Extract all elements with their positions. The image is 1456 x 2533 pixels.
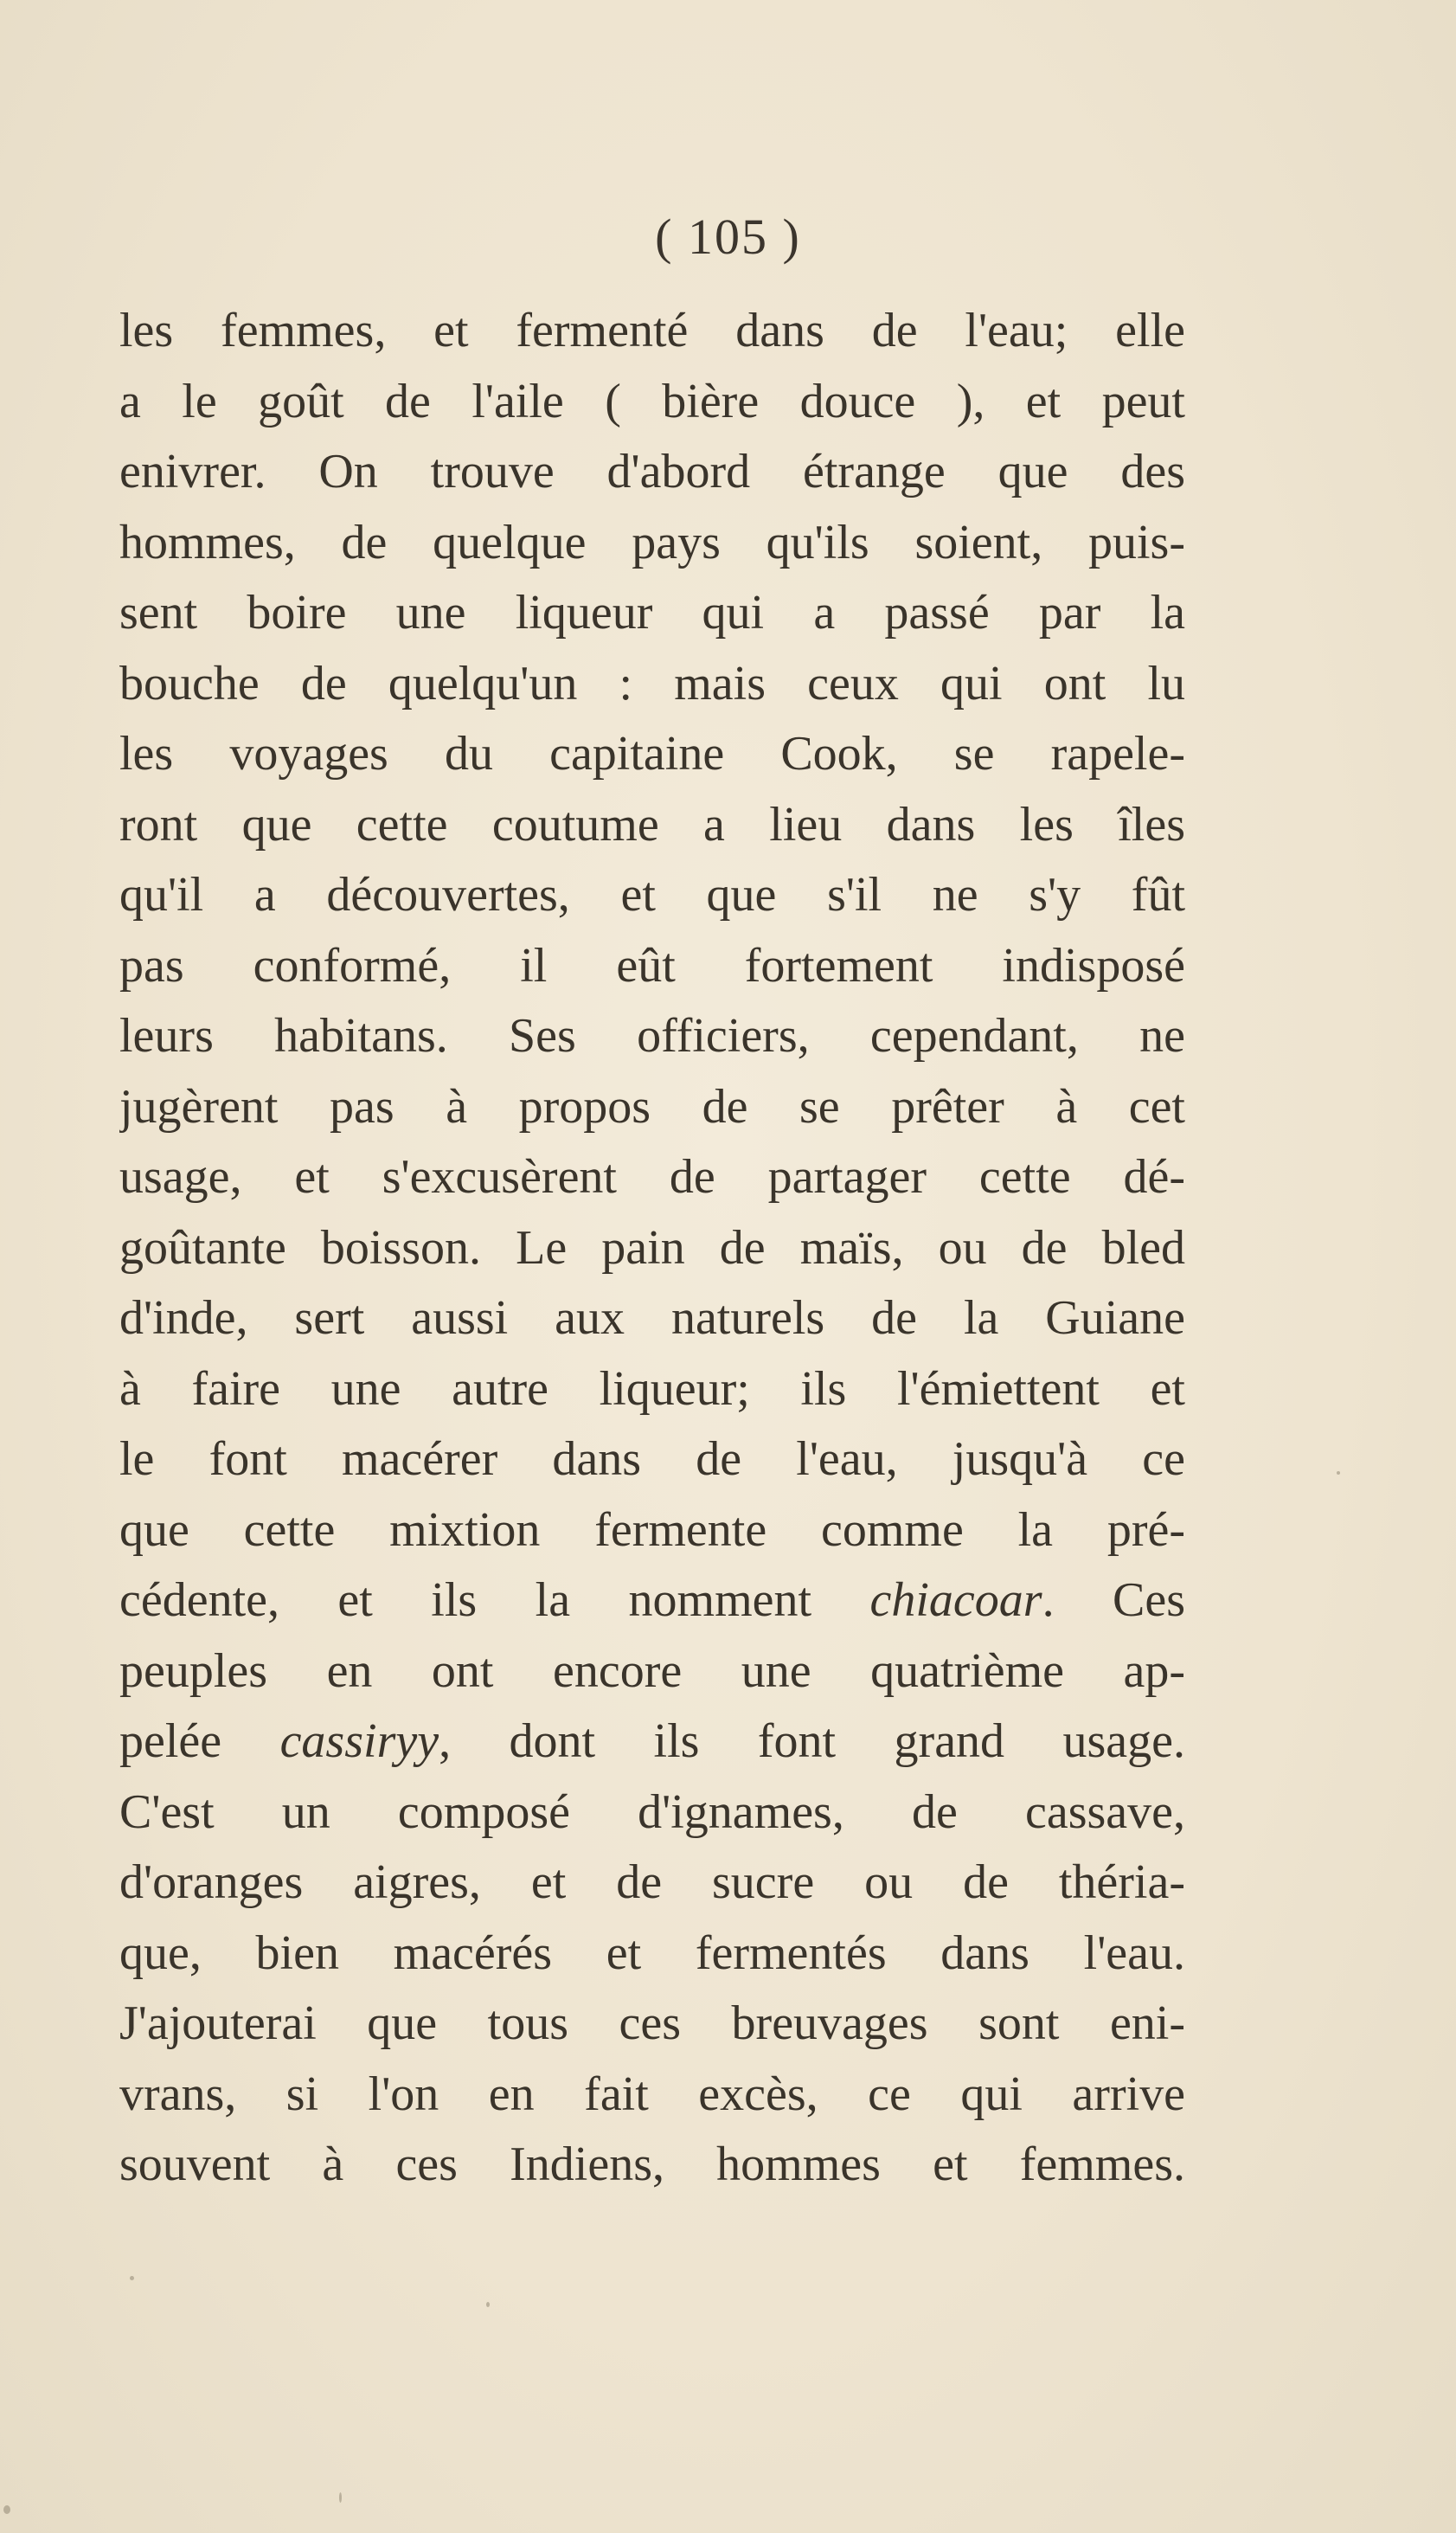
- text-line: sent boire une liqueur qui a passé par la: [119, 586, 1185, 640]
- text-line: goûtante boisson. Le pain de maïs, ou de bled: [119, 1220, 1185, 1275]
- text-line: jugèrent pas à propos de se prêter à cet: [119, 1079, 1185, 1134]
- text-line: d'inde, sert aussi aux naturels de la Guiane: [119, 1291, 1185, 1345]
- paper-speck: [1337, 1471, 1340, 1475]
- text-line: qu'il a découvertes, et que s'il ne s'y fût: [119, 868, 1185, 922]
- text-line: peuples en ont encore une quatrième ap-: [119, 1643, 1185, 1698]
- text-line: pelée cassiryy, dont ils font grand usage.: [119, 1714, 1185, 1768]
- text-line: usage, et s'excusèrent de partager cette dé-: [119, 1150, 1185, 1204]
- paper-speck: [3, 2505, 10, 2514]
- text-line: ront que cette coutume a lieu dans les îles: [119, 797, 1185, 852]
- italic-term: cassiryy: [279, 1714, 439, 1768]
- body-text: [119, 296, 1185, 2201]
- text-line: que, bien macérés et fermentés dans l'eau.: [119, 1925, 1185, 1980]
- text-line: que cette mixtion fermente comme la pré-: [119, 1502, 1185, 1557]
- text-line: enivrer. On trouve d'abord étrange que des: [119, 445, 1185, 498]
- text-line: bouche de quelqu'un : mais ceux qui ont lu: [119, 656, 1185, 710]
- text-line: vrans, si l'on en fait excès, ce qui arrive: [119, 2067, 1185, 2121]
- paper-speck: [130, 2276, 134, 2280]
- text-line: C'est un composé d'ignames, de cassave,: [119, 1784, 1185, 1839]
- italic-term: chiacoar: [869, 1573, 1042, 1627]
- text-line: les femmes, et fermenté dans de l'eau; elle: [119, 304, 1185, 357]
- text-line: leurs habitans. Ses officiers, cependant, ne: [119, 1009, 1185, 1063]
- text-line: à faire une autre liqueur; ils l'émiettent et: [119, 1361, 1185, 1416]
- text-line: J'ajouterai que tous ces breuvages sont eni-: [119, 1996, 1185, 2050]
- text-line: les voyages du capitaine Cook, se rapele-: [119, 727, 1185, 781]
- page-number: ( 105 ): [655, 209, 801, 265]
- text-line: pas conformé, il eût fortement indisposé: [119, 938, 1185, 993]
- paper-speck: [339, 2492, 342, 2503]
- text-line: a le goût de l'aile ( bière douce ), et peut: [119, 374, 1185, 428]
- text-line: hommes, de quelque pays qu'ils soient, puis-: [119, 515, 1185, 569]
- paper-speck: [486, 2302, 490, 2307]
- text-line: cédente, et ils la nomment chiacoar. Ces: [119, 1573, 1185, 1627]
- text-line: le font macérer dans de l'eau, jusqu'à ce: [119, 1432, 1185, 1486]
- text-line: d'oranges aigres, et de sucre ou de théria-: [119, 1855, 1185, 1909]
- text-line: souvent à ces Indiens, hommes et femmes.: [119, 2138, 1185, 2191]
